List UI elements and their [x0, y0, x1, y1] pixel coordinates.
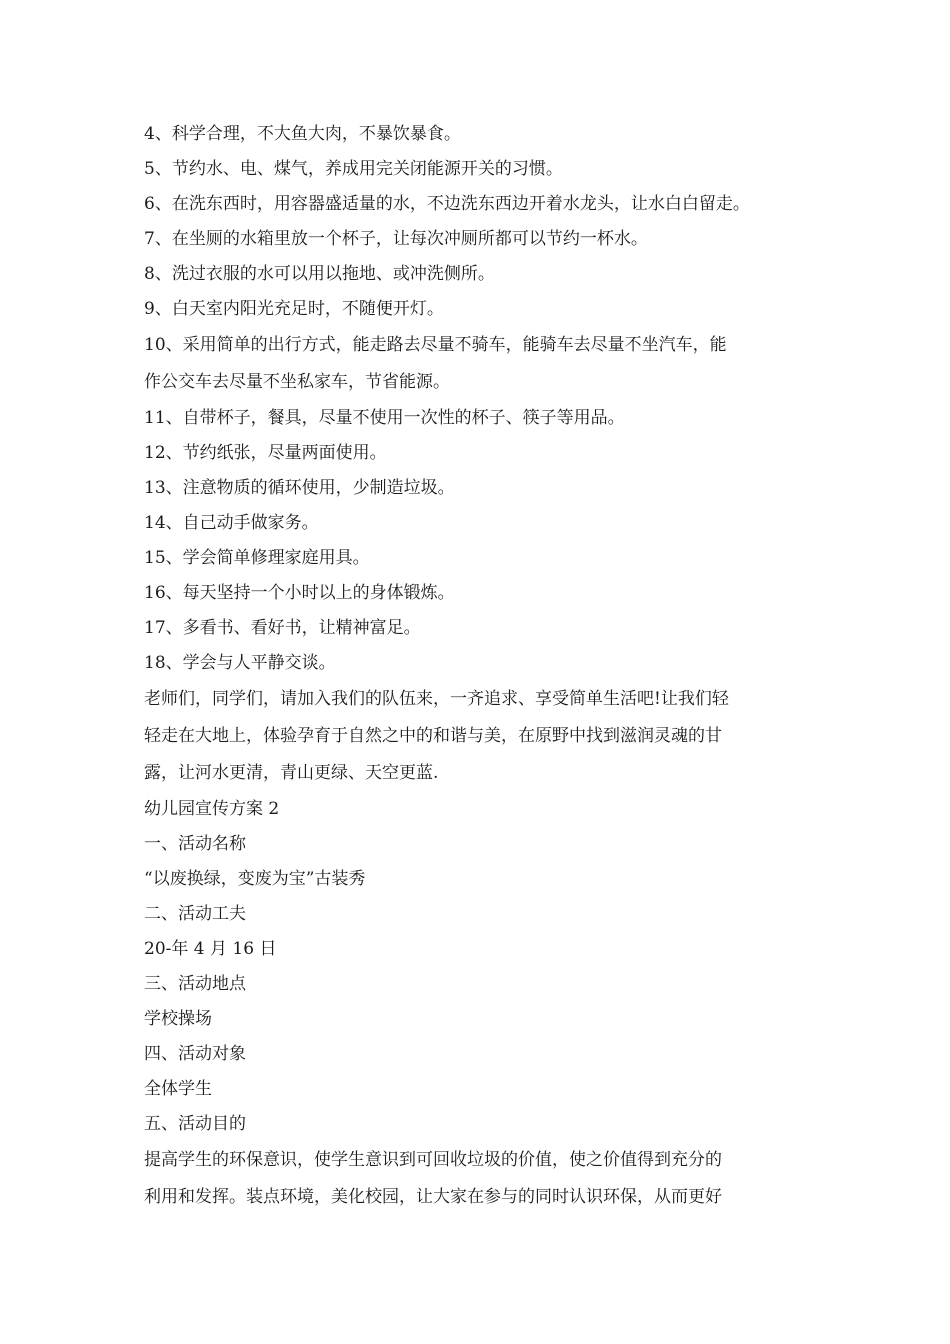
list-item-6: 6、在洗东西时，用容器盛适量的水，不边洗东西边开着水龙头，让水白白留走。 [144, 194, 750, 214]
appeal-line-3: 露，让河水更清，青山更绿、天空更蓝. [144, 763, 439, 783]
activity-audience-value: 全体学生 [144, 1079, 212, 1099]
list-item-11: 11、自带杯子，餐具，尽量不使用一次性的杯子、筷子等用品。 [144, 408, 625, 428]
heading-activity-location: 三、活动地点 [144, 974, 246, 994]
activity-purpose-paragraph [144, 1142, 812, 1216]
list-item-10-line-2: 作公交车去尽量不坐私家车，节省能源。 [144, 372, 450, 392]
heading-activity-audience: 四、活动对象 [144, 1044, 246, 1064]
activity-time-value: 20-年 4 月 16 日 [144, 939, 277, 959]
appeal-line-1: 老师们，同学们，请加入我们的队伍来，一齐追求、享受简单生活吧!让我们轻 [144, 689, 729, 709]
heading-activity-purpose: 五、活动目的 [144, 1114, 246, 1134]
list-item-7: 7、在坐厕的水箱里放一个杯子，让每次冲厕所都可以节约一杯水。 [144, 229, 648, 249]
appeal-line-2: 轻走在大地上，体验孕育于自然之中的和谐与美，在原野中找到滋润灵魂的甘 [144, 726, 722, 746]
list-item-17: 17、多看书、看好书，让精神富足。 [144, 618, 421, 638]
activity-purpose-line-2: 利用和发挥。装点环境，美化校园，让大家在参与的同时认识环保，从而更好 [144, 1187, 722, 1207]
section-title: 幼儿园宣传方案 2 [144, 799, 280, 819]
list-item-9: 9、白天室内阳光充足时，不随便开灯。 [144, 299, 444, 319]
list-item-14: 14、自己动手做家务。 [144, 513, 319, 533]
list-item-18: 18、学会与人平静交谈。 [144, 653, 336, 673]
list-item-8: 8、洗过衣服的水可以用以拖地、或冲洗侧所。 [144, 264, 495, 284]
activity-location-value: 学校操场 [144, 1009, 212, 1029]
heading-activity-time: 二、活动工夫 [144, 904, 246, 924]
list-item-5: 5、节约水、电、煤气，养成用完关闭能源开关的习惯。 [144, 159, 563, 179]
list-item-13: 13、注意物质的循环使用，少制造垃圾。 [144, 478, 455, 498]
activity-name-value: “以废换绿，变废为宝”古装秀 [144, 869, 366, 889]
heading-activity-name: 一、活动名称 [144, 834, 246, 854]
list-item-16: 16、每天坚持一个小时以上的身体锻炼。 [144, 583, 455, 603]
list-item-10 [144, 327, 812, 401]
activity-purpose-line-1: 提高学生的环保意识，使学生意识到可回收垃圾的价值，使之价值得到充分的 [144, 1150, 722, 1170]
appeal-paragraph [144, 681, 812, 792]
list-item-4: 4、科学合理，不大鱼大肉，不暴饮暴食。 [144, 124, 461, 144]
list-item-15: 15、学会简单修理家庭用具。 [144, 548, 370, 568]
list-item-10-line-1: 10、采用简单的出行方式，能走路去尽量不骑车，能骑车去尽量不坐汽车，能 [144, 335, 727, 355]
list-item-12: 12、节约纸张，尽量两面使用。 [144, 443, 387, 463]
document-page [144, 117, 812, 1216]
